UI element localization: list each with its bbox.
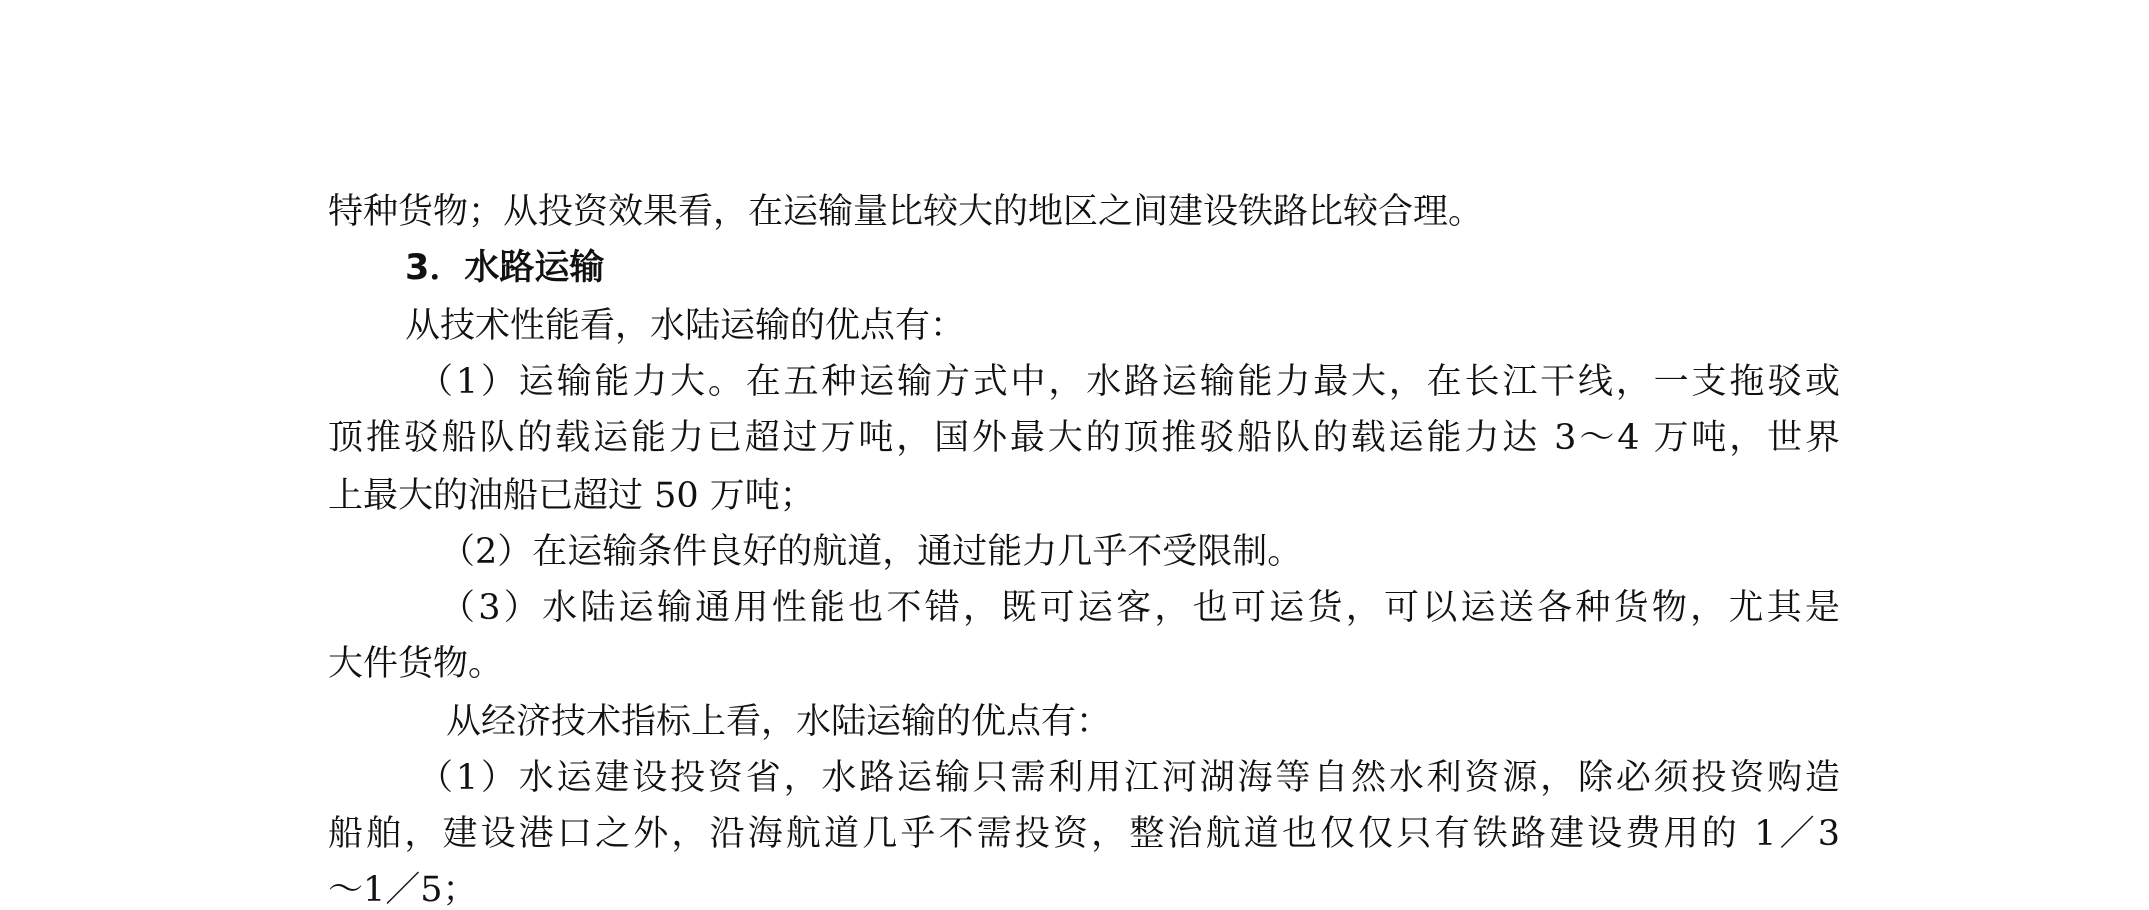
paragraph-line-7: （2）在运输条件良好的航道，通过能力几乎不受限制。 — [440, 532, 1303, 572]
paragraph-line-8: （3）水陆运输通用性能也不错，既可运客，也可运货，可以运送各种货物，尤其是 — [440, 588, 1840, 628]
section-heading: 3．水路运输 — [405, 248, 605, 288]
paragraph-line-6: 上最大的油船已超过 50 万吨； — [328, 476, 815, 516]
paragraph-line-10: 从经济技术指标上看，水陆运输的优点有： — [446, 702, 1112, 742]
paragraph-line-1: 特种货物；从投资效果看，在运输量比较大的地区之间建设铁路比较合理。 — [328, 192, 1484, 232]
paragraph-line-9: 大件货物。 — [328, 644, 504, 684]
paragraph-line-11: （1）水运建设投资省，水路运输只需利用江河湖海等自然水利资源，除必须投资购造 — [418, 758, 1840, 798]
paragraph-line-3: 从技术性能看，水陆运输的优点有： — [405, 306, 966, 346]
paragraph-line-5: 顶推驳船队的载运能力已超过万吨，国外最大的顶推驳船队的载运能力达 3～4 万吨，世界 — [328, 418, 1840, 458]
paragraph-line-13: ～1／5； — [328, 870, 478, 910]
paragraph-line-4: （1）运输能力大。在五种运输方式中，水路运输能力最大，在长江干线，一支拖驳或 — [418, 362, 1840, 402]
paragraph-line-12: 船舶，建设港口之外，沿海航道几乎不需投资，整治航道也仅仅只有铁路建设费用的 1／3 — [328, 814, 1840, 854]
